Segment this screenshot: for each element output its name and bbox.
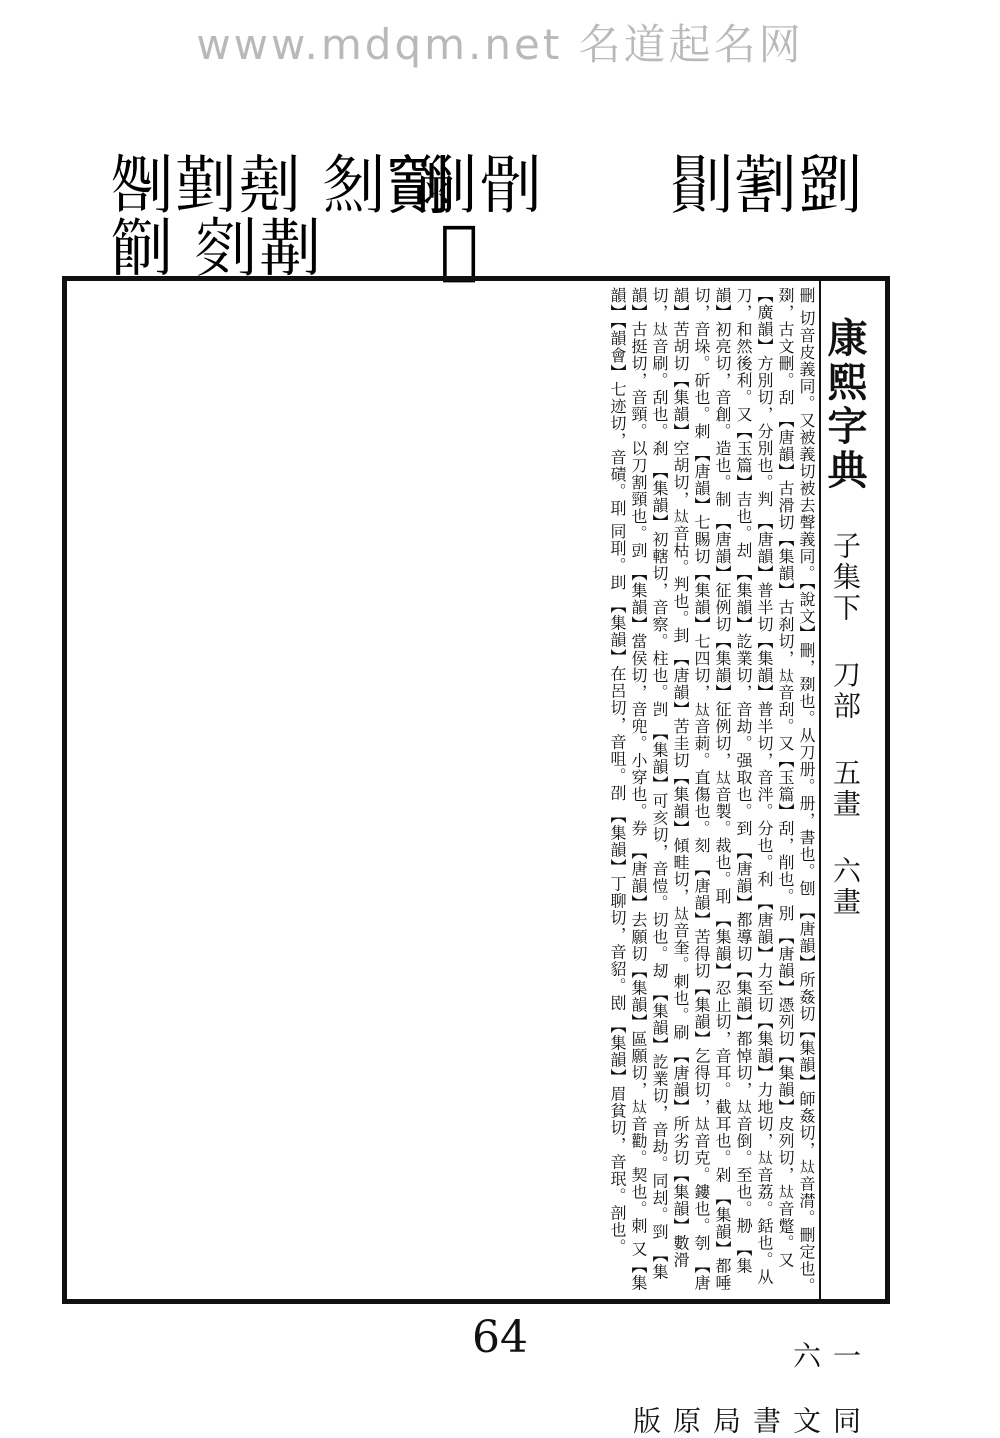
seal-group-left-row2 bbox=[110, 213, 323, 287]
section-label: 子集下 刀部 五畫 六畫 bbox=[829, 531, 862, 918]
seal-characters-right: 𠟻𠟽𠠇 bbox=[670, 150, 862, 224]
dictionary-text: 刪 切音皮義同。又被義切被去聲義同。【說文】刪，剟也。从刀册。册，書也。刨 【唐韻】所姦切【集韻】師姦切，𡘋音潸。刪定也。剟，古文刪。刮 【唐韻】古滑切【集韻】古刹切，𡘋音刮。又【玉篇】刮，削也。別 【唐韻】憑列切【集韻】皮列切，𡘋音蹩。又【廣韻】方別切，分別也。判 【唐韻】普半切【集韻】普半切，音泮。分也。利 【唐韻】力至切【集韻】力地切，𡘋音荔。銛也。从刀，和然後利。又【玉篇】吉也。刦 【集韻】訖業切，音劫。强取也。到 【唐韻】都導切【集韻】都悼切，𡘋音倒。至也。刱 【集韻】初亮切，音創。造也。制 【唐韻】征例切【集韻】征例切，𡘋音製。裁也。刵 【集韻】忍止切，音耳。截耳也。剁 【集韻】都唾切，音垛。斫也。刺 【唐韻】七賜切【集韻】七四切，𡘋音莿。直傷也。刻 【唐韻】苦得切【集韻】乞得切，𡘋音克。鏤也。刳 【唐韻】苦胡切【集韻】空胡切，𡘋音枯。判也。刲 【唐韻】苦圭切【集韻】傾畦切，𡘋音奎。刺也。刷 【唐韻】所劣切【集韻】數滑切，𡘋音刷。刮也。刹 【集韻】初轄切，音察。柱也。剀 【集韻】可亥切，音愷。切也。刼 【集韻】訖業切，音劫。同刦。剄 【集韻】古挺切，音頸。以刀割頸也。剅 【集韻】當侯切，音兜。小穿也。券 【唐韻】去願切【集韻】區願切，𡘋音勸。契也。刺 又【集韻】【韻會】七迹切，音磧。刵 同刵。刞 【集韻】在呂切，音咀。刟 【集韻】丁聊切，音貂。刡 【集韻】眉貧切，音珉。剖也。 bbox=[608, 287, 816, 1295]
folio-marker: 一六 bbox=[789, 1341, 862, 1369]
seal-group-mid bbox=[415, 150, 543, 224]
dictionary-body bbox=[73, 287, 817, 1295]
seal-group-left bbox=[110, 150, 451, 224]
seal-group-mid-row2 bbox=[440, 213, 479, 287]
seal-group-right bbox=[670, 150, 862, 224]
dictionary-columns bbox=[73, 287, 817, 1295]
seal-characters-left-row2: 𠠑 𠝠𠞣 bbox=[110, 213, 323, 287]
seal-characters-mid-row2: 𠝍 bbox=[440, 213, 479, 287]
seal-characters-mid: 𠞤𠞡 bbox=[415, 150, 543, 224]
seal-characters-left: 𠝪𠞱𠟋 𠞎𠠖 bbox=[110, 150, 451, 224]
publisher-label: 同文書局原版 bbox=[629, 1406, 862, 1438]
book-title: 康熙字典 bbox=[821, 317, 868, 493]
page-number: 64 bbox=[472, 1312, 528, 1363]
watermark: www.mdqm.net 名道起名网 bbox=[196, 20, 804, 69]
